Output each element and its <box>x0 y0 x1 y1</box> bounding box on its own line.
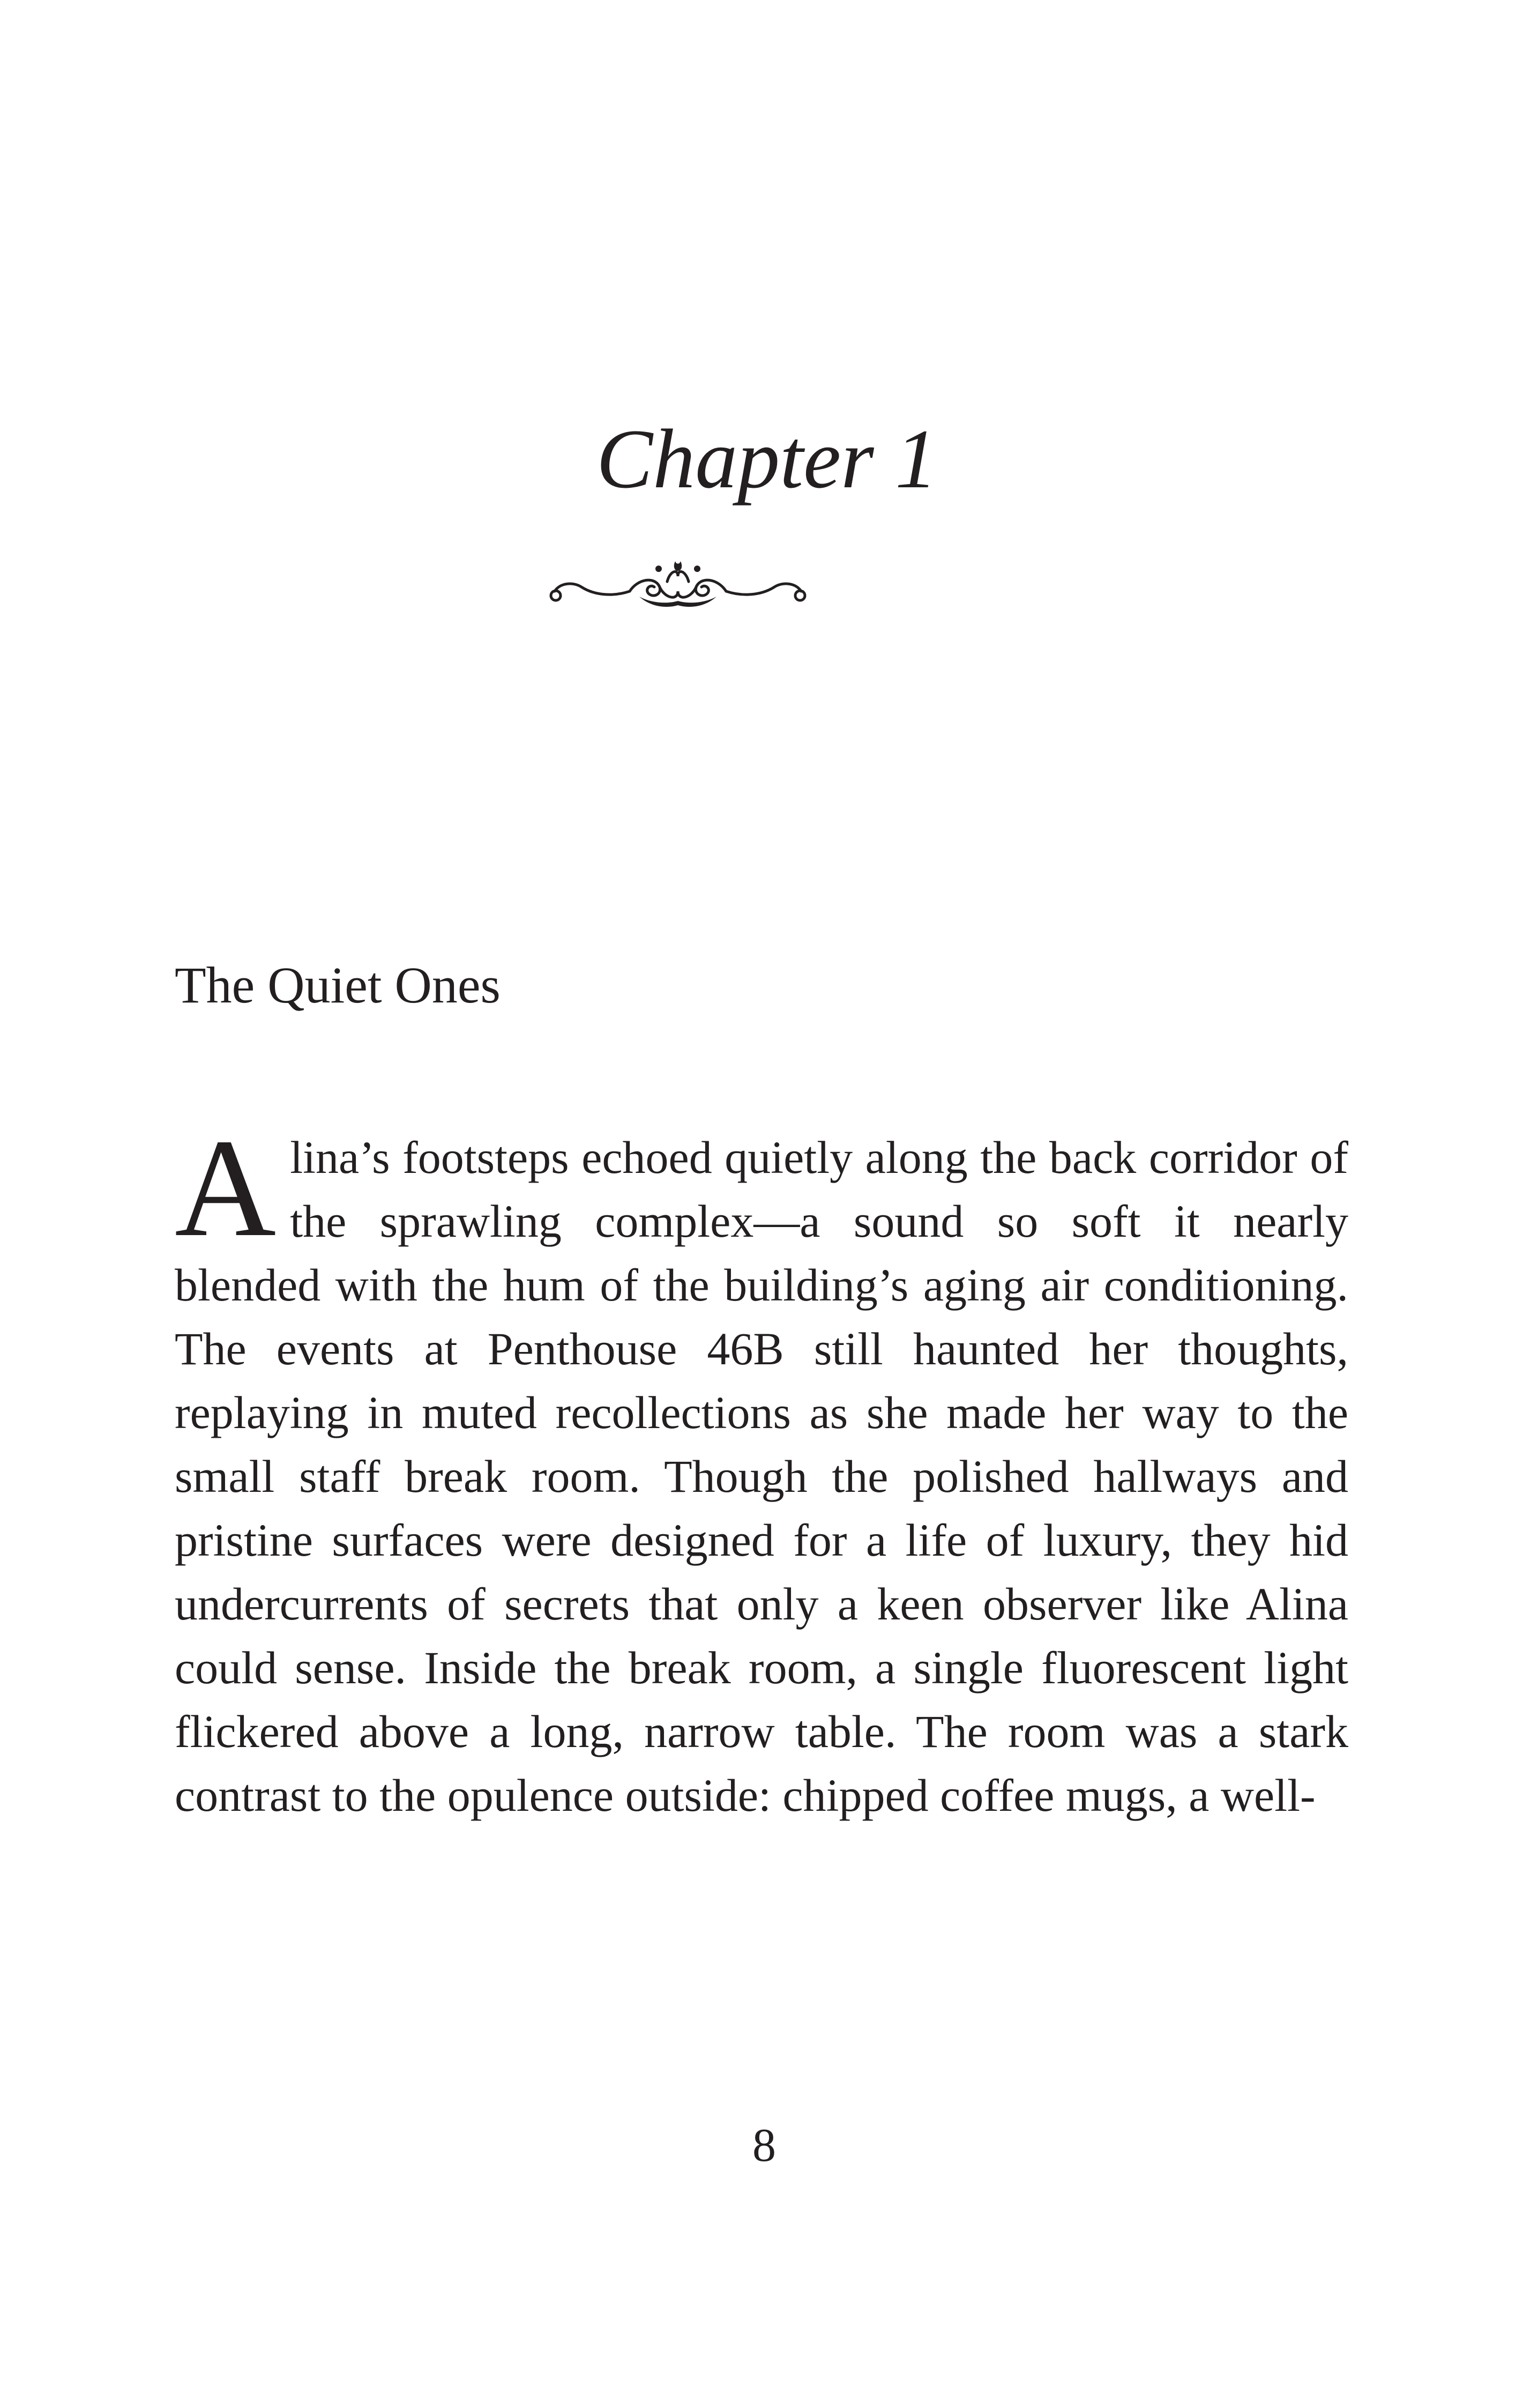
chapter-title: Chapter 1 <box>596 412 938 506</box>
section-title: The Quiet Ones <box>175 956 501 1014</box>
flourish-ornament-icon <box>544 549 812 614</box>
page-number: 8 <box>752 2120 776 2172</box>
drop-cap: A <box>175 1110 277 1266</box>
paragraph-text: lina’s footsteps echoed quietly along the back corridor of the sprawling complex—a sound so soft it nearly blended with the hum of the building’s aging air conditioning. The events at Penthouse 46B still haunted her thoughts, replaying in muted recollections as she made her way to the small staff break room. Though the polished hallways and pristine surfaces were designed for a life of luxury, they hid undercurrents of secrets that only a keen observer like Alina could sense. Inside the break room, a single fluorescent light flickered above a long, narrow table. The room was a stark contrast to the opulence outside: chipped coffee mugs, a well- <box>175 1132 1348 1821</box>
body-paragraph <box>175 1110 1348 1827</box>
